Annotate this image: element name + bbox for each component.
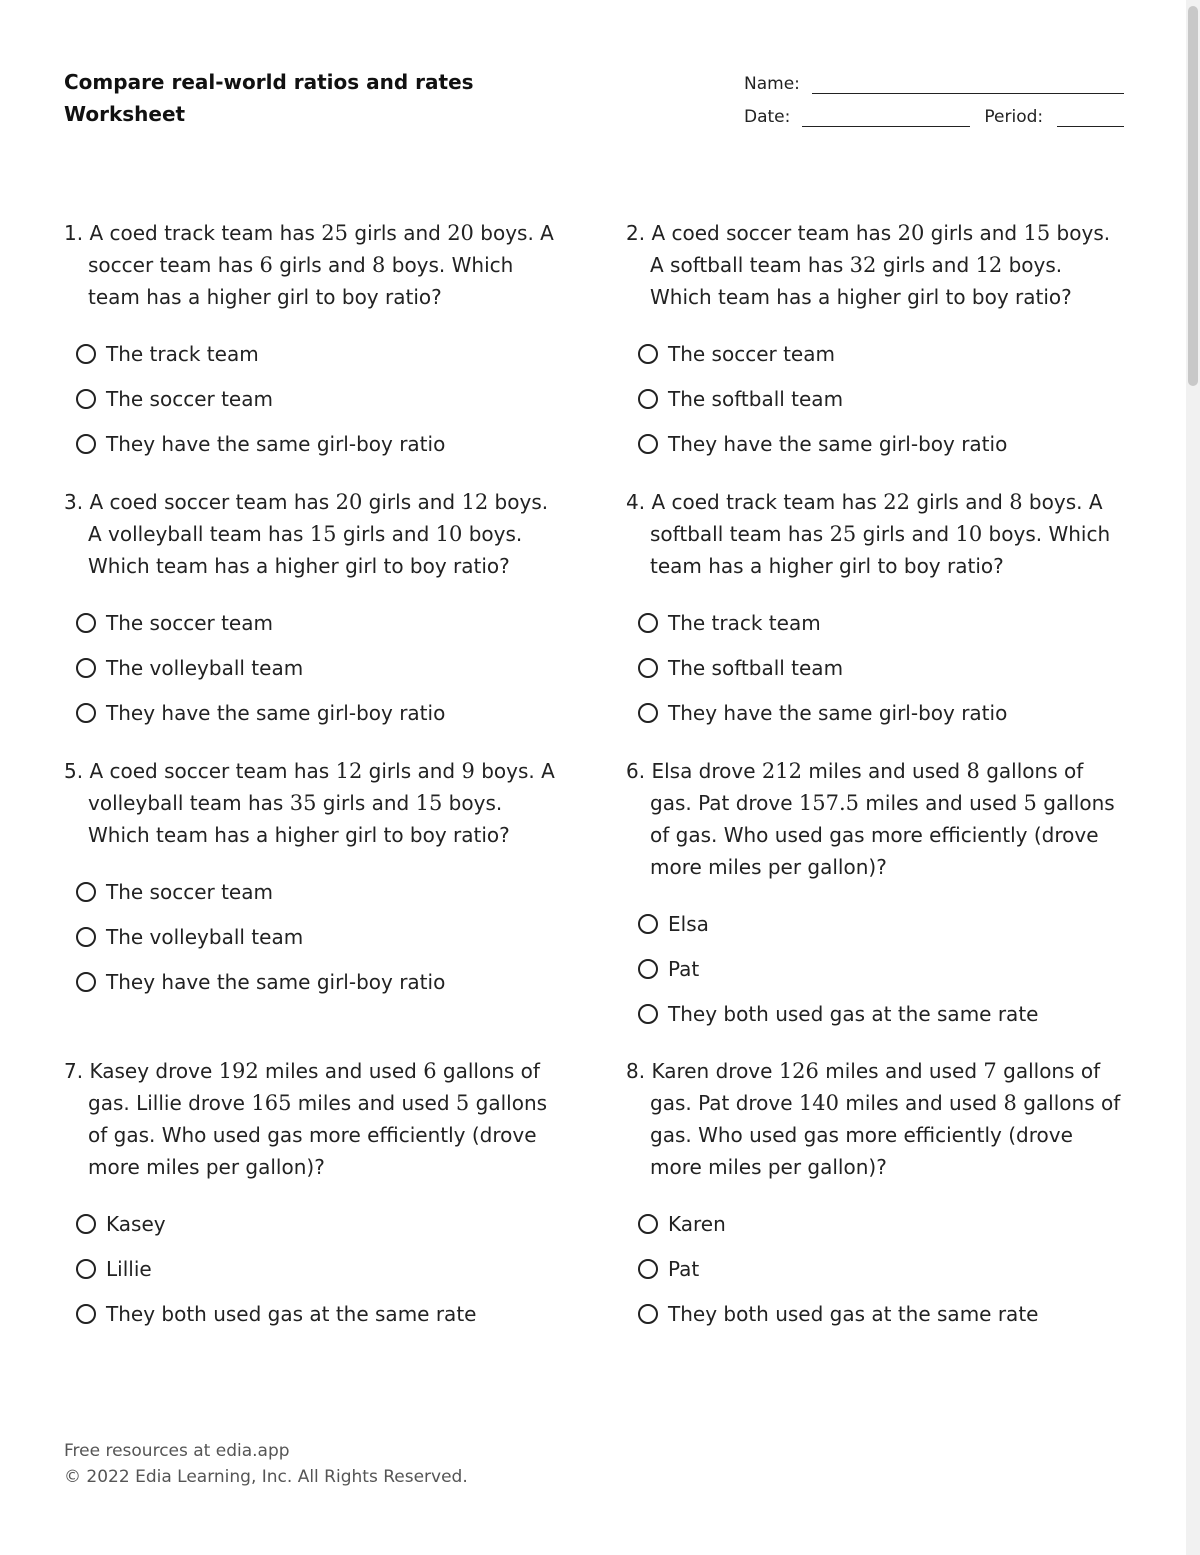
question-text-segment: gallons of gas. Pat drove (650, 1059, 1101, 1115)
answer-option[interactable] (64, 1246, 564, 1291)
question-text-segment: gallons of gas. Who used gas more efficiently (drove more miles per gallon)? (650, 791, 1115, 879)
question-text-segment: girls and (856, 522, 956, 546)
math-number: 10 (435, 522, 463, 546)
date-label: Date: (744, 107, 791, 127)
question-8 (626, 1055, 1126, 1336)
math-number: 140 (798, 1091, 840, 1115)
question-number: 1. (64, 221, 84, 245)
question-text-segment: boys. A volleyball team has (88, 759, 555, 815)
answer-option[interactable] (64, 600, 564, 645)
question-text-segment: A coed soccer team has (89, 490, 336, 514)
answer-option-label: The softball team (668, 386, 844, 411)
question-text-segment: miles and used (802, 759, 967, 783)
radio-button-icon[interactable] (76, 1304, 96, 1324)
date-blank (802, 112, 970, 127)
radio-button-icon[interactable] (76, 703, 96, 723)
radio-button-icon[interactable] (76, 658, 96, 678)
answer-option[interactable] (64, 1201, 564, 1246)
answer-option[interactable] (626, 376, 1126, 421)
question-text (64, 217, 564, 313)
page-scrollbar[interactable] (1186, 0, 1200, 1555)
radio-button-icon[interactable] (638, 344, 658, 364)
answer-option[interactable] (626, 421, 1126, 466)
answer-option-label: The softball team (668, 655, 844, 680)
student-info-fields (744, 72, 1124, 138)
radio-button-icon[interactable] (638, 613, 658, 633)
math-number: 165 (251, 1091, 292, 1115)
math-number: 5 (1023, 791, 1037, 815)
radio-button-icon[interactable] (638, 434, 658, 454)
answer-option[interactable] (64, 331, 564, 376)
answer-option[interactable] (626, 1246, 1126, 1291)
answer-option[interactable] (64, 376, 564, 421)
answer-option-label: They have the same girl-boy ratio (668, 700, 1008, 725)
math-number: 10 (955, 522, 983, 546)
name-blank (812, 79, 1124, 94)
period-blank (1057, 112, 1124, 127)
radio-button-icon[interactable] (638, 658, 658, 678)
math-number: 20 (897, 221, 925, 245)
title-line-2: Worksheet (64, 102, 186, 126)
math-number: 20 (335, 490, 363, 514)
question-2 (626, 217, 1126, 466)
question-text-segment: miles and used (258, 1059, 424, 1083)
question-text (626, 486, 1126, 582)
radio-button-icon[interactable] (638, 1304, 658, 1324)
question-text-segment: girls and (362, 759, 462, 783)
question-text-segment: boys. Which team has a higher girl to boy ratio? (88, 253, 514, 309)
answer-option[interactable] (626, 645, 1126, 690)
math-number: 35 (289, 791, 317, 815)
footer-copyright: © 2022 Edia Learning, Inc. All Rights Reserved. (64, 1467, 468, 1487)
math-number: 8 (1009, 490, 1023, 514)
math-number: 15 (309, 522, 337, 546)
answer-option-label: The soccer team (106, 879, 273, 904)
question-6 (626, 755, 1126, 1036)
question-text-segment: girls and (348, 221, 448, 245)
math-number: 5 (455, 1091, 470, 1115)
answer-option[interactable] (626, 331, 1126, 376)
answer-option[interactable] (64, 421, 564, 466)
math-number: 6 (423, 1059, 437, 1083)
math-number: 25 (321, 221, 349, 245)
question-text-segment: girls and (876, 253, 976, 277)
date-period-row (744, 105, 1124, 127)
answer-option-label: The soccer team (106, 610, 273, 635)
question-text-segment: gallons of gas. Who used gas more efficiently (drove more miles per gallon)? (650, 1091, 1121, 1179)
question-text-segment: Elsa drove (651, 759, 762, 783)
math-number: 8 (966, 759, 980, 783)
question-text-segment: girls and (336, 522, 436, 546)
question-text-segment: boys. A volleyball team has (88, 490, 549, 546)
question-text-segment: boys. Which team has a higher girl to boy ratio? (650, 253, 1072, 309)
question-text-segment: girls and (272, 253, 373, 277)
name-label: Name: (744, 74, 800, 94)
question-text-segment: boys. A softball team has (650, 490, 1103, 546)
period-label: Period: (984, 107, 1044, 127)
math-number: 15 (1023, 221, 1051, 245)
answer-option-label: The volleyball team (106, 924, 304, 949)
name-row (744, 72, 1124, 94)
answer-option-label: The track team (106, 341, 259, 366)
answer-option[interactable] (626, 600, 1126, 645)
answer-option[interactable] (626, 690, 1126, 735)
question-text-segment: miles and used (859, 791, 1024, 815)
question-5 (64, 755, 564, 1004)
question-text-segment: Kasey drove (89, 1059, 219, 1083)
answer-option-label: They have the same girl-boy ratio (106, 700, 446, 725)
math-number: 212 (761, 759, 802, 783)
question-text-segment: girls and (316, 791, 416, 815)
question-text (64, 1055, 564, 1183)
radio-button-icon[interactable] (76, 972, 96, 992)
answer-option-label: The volleyball team (106, 655, 304, 680)
question-1 (64, 217, 564, 466)
question-text-segment: A coed soccer team has (89, 759, 336, 783)
math-number: 15 (415, 791, 443, 815)
answer-options (626, 901, 1126, 1036)
scrollbar-thumb[interactable] (1188, 6, 1198, 386)
answer-option-label: They have the same girl-boy ratio (106, 431, 446, 456)
math-number: 25 (829, 522, 857, 546)
answer-option[interactable] (64, 914, 564, 959)
answer-option-label: Kasey (106, 1211, 166, 1236)
radio-button-icon[interactable] (638, 1004, 658, 1024)
question-text-segment: A coed track team has (651, 490, 884, 514)
radio-button-icon[interactable] (76, 927, 96, 947)
answer-option[interactable] (626, 946, 1126, 991)
answer-option[interactable] (626, 1201, 1126, 1246)
answer-option-label: They both used gas at the same rate (106, 1301, 477, 1326)
question-number: 2. (626, 221, 646, 245)
radio-button-icon[interactable] (76, 389, 96, 409)
question-number: 7. (64, 1059, 84, 1083)
question-text-segment: miles and used (291, 1091, 456, 1115)
question-text-segment: girls and (910, 490, 1010, 514)
answer-option-label: Lillie (106, 1256, 152, 1281)
question-text-segment: boys. Which team has a higher girl to boy ratio? (650, 522, 1111, 578)
answer-option-label: They both used gas at the same rate (668, 1301, 1039, 1326)
answer-option[interactable] (626, 901, 1126, 946)
answer-option-label: They have the same girl-boy ratio (106, 969, 446, 994)
question-text (64, 755, 564, 851)
math-number: 157.5 (798, 791, 860, 815)
math-number: 7 (983, 1059, 997, 1083)
answer-option[interactable] (64, 869, 564, 914)
math-number: 192 (218, 1059, 259, 1083)
question-text-segment: A coed soccer team has (651, 221, 898, 245)
radio-button-icon[interactable] (638, 703, 658, 723)
answer-options (64, 1201, 564, 1336)
answer-options (626, 1201, 1126, 1336)
math-number: 12 (335, 759, 363, 783)
answer-options (64, 869, 564, 1004)
question-7 (64, 1055, 564, 1336)
worksheet-title (64, 66, 474, 130)
radio-button-icon[interactable] (76, 344, 96, 364)
question-text-segment: girls and (924, 221, 1024, 245)
question-number: 8. (626, 1059, 646, 1083)
question-text (626, 217, 1126, 313)
answer-option[interactable] (626, 1291, 1126, 1336)
answer-option[interactable] (64, 1291, 564, 1336)
math-number: 12 (461, 490, 489, 514)
answer-option-label: They have the same girl-boy ratio (668, 431, 1008, 456)
question-3 (64, 486, 564, 735)
answer-option-label: The soccer team (106, 386, 273, 411)
answer-option[interactable] (64, 959, 564, 1004)
question-text-segment: A coed track team has (89, 221, 322, 245)
answer-option[interactable] (626, 991, 1126, 1036)
question-text-segment: gallons of gas. Lillie drove (88, 1059, 540, 1115)
radio-button-icon[interactable] (638, 914, 658, 934)
radio-button-icon[interactable] (638, 389, 658, 409)
question-number: 6. (626, 759, 646, 783)
answer-option-label: Karen (668, 1211, 726, 1236)
question-number: 3. (64, 490, 84, 514)
radio-button-icon[interactable] (76, 434, 96, 454)
question-text-segment: miles and used (839, 1091, 1004, 1115)
question-4 (626, 486, 1126, 735)
radio-button-icon[interactable] (638, 1214, 658, 1234)
answer-option[interactable] (64, 690, 564, 735)
answer-option-label: The track team (668, 610, 821, 635)
math-number: 8 (372, 253, 386, 277)
radio-button-icon[interactable] (76, 613, 96, 633)
math-number: 22 (883, 490, 911, 514)
math-number: 20 (447, 221, 474, 245)
title-line-1: Compare real-world ratios and rates (64, 70, 474, 94)
answer-option-label: Pat (668, 956, 700, 981)
question-text-segment: boys. Which team has a higher girl to boy ratio? (88, 791, 510, 847)
math-number: 6 (259, 253, 273, 277)
answer-option-label: The soccer team (668, 341, 835, 366)
radio-button-icon[interactable] (76, 1259, 96, 1279)
answer-option-label: Elsa (668, 911, 709, 936)
answer-options (64, 600, 564, 735)
footer-resources: Free resources at edia.app (64, 1441, 290, 1461)
footer (64, 1438, 468, 1490)
math-number: 12 (975, 253, 1003, 277)
answer-options (626, 600, 1126, 735)
question-text-segment: gallons of gas. Who used gas more efficiently (drove more miles per gallon)? (88, 1091, 548, 1179)
question-text (626, 1055, 1126, 1183)
question-text-segment: miles and used (818, 1059, 984, 1083)
math-number: 8 (1003, 1091, 1017, 1115)
question-text-segment: boys. A softball team has (650, 221, 1111, 277)
math-number: 126 (778, 1059, 819, 1083)
answer-option-label: They both used gas at the same rate (668, 1001, 1039, 1026)
question-text-segment: girls and (362, 490, 462, 514)
question-text (626, 755, 1126, 883)
answer-options (626, 331, 1126, 466)
math-number: 9 (461, 759, 475, 783)
radio-button-icon[interactable] (638, 959, 658, 979)
radio-button-icon[interactable] (76, 882, 96, 902)
question-text-segment: Karen drove (651, 1059, 779, 1083)
math-number: 32 (849, 253, 877, 277)
question-number: 4. (626, 490, 646, 514)
answer-options (64, 331, 564, 466)
radio-button-icon[interactable] (76, 1214, 96, 1234)
question-number: 5. (64, 759, 84, 783)
question-text-segment: boys. A soccer team has (88, 221, 554, 277)
question-text-segment: gallons of gas. Pat drove (650, 759, 1084, 815)
answer-option[interactable] (64, 645, 564, 690)
answer-option-label: Pat (668, 1256, 700, 1281)
question-text (64, 486, 564, 582)
question-text-segment: boys. Which team has a higher girl to boy ratio? (88, 522, 523, 578)
radio-button-icon[interactable] (638, 1259, 658, 1279)
